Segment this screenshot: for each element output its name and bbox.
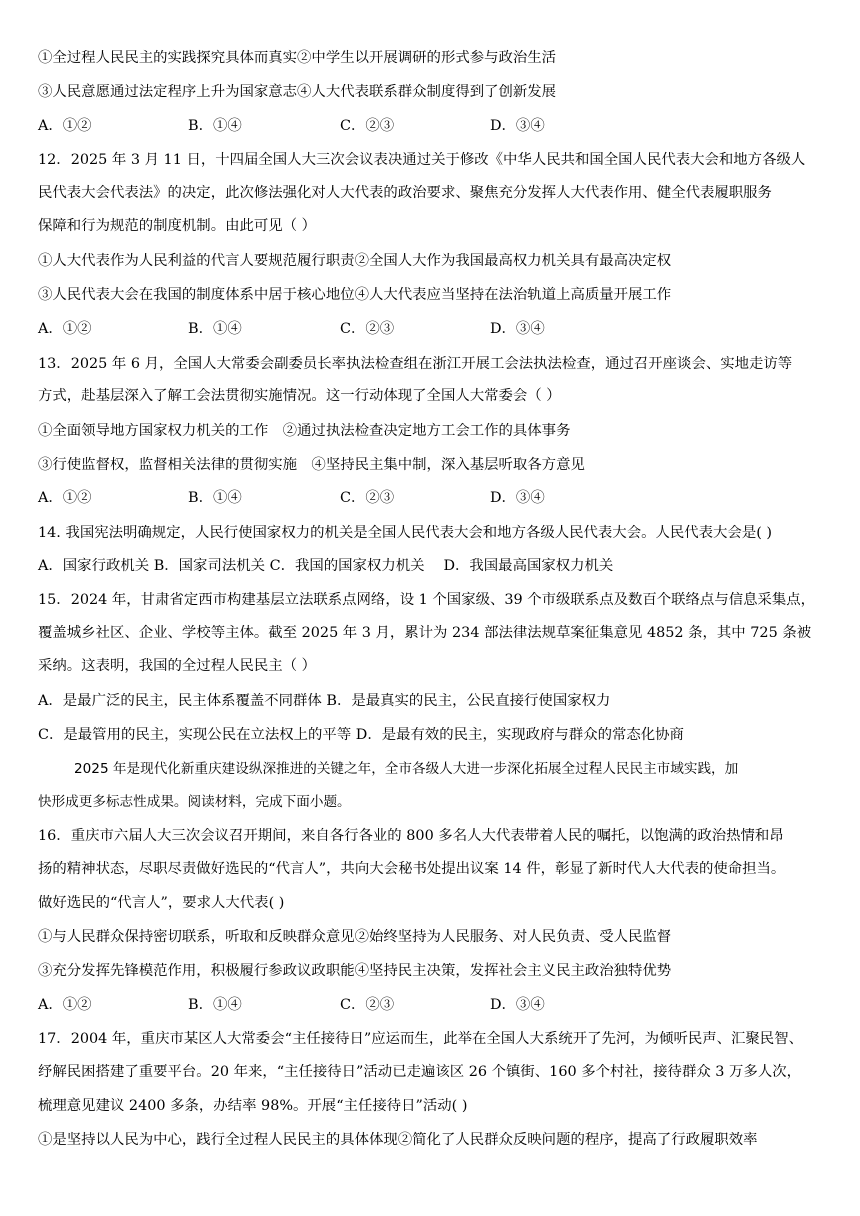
q17-stem-line-3: 梳理意见建议 2400 多条，办结率 98%。开展“主任接待日”活动( ): [38, 1098, 468, 1114]
q11-option-a: A．①②: [38, 118, 92, 134]
q16-option-c: C．②③: [340, 997, 395, 1013]
q14-stem: 14. 我国宪法明确规定，人民行使国家权力的机关是全国人民代表大会和地方各级人民代表大会。人民代表大会是( ): [38, 525, 773, 541]
q13-stem-line-2: 方式，赴基层深入了解工会法贯彻实施情况。这一行动体现了全国人大常委会（ ）: [38, 388, 561, 404]
q13-statement-1: ①全面领导地方国家权力机关的工作 ②通过执法检查决定地方工会工作的具体事务: [38, 423, 571, 439]
q16-stem-line-3: 做好选民的“代言人”，要求人大代表( ): [38, 895, 285, 911]
q13-option-a: A．①②: [38, 490, 92, 506]
q16-option-b: B．①④: [188, 997, 242, 1013]
q11-option-d: D．③④: [490, 118, 545, 134]
q15-options-ab: A．是最广泛的民主，民主体系覆盖不同群体 B．是最真实的民主，公民直接行使国家权力: [38, 693, 611, 709]
q11-statement-2: ③人民意愿通过法定程序上升为国家意志④人大代表联系群众制度得到了创新发展: [38, 84, 557, 100]
q12-stem-line-1: 12．2025 年 3 月 11 日，十四届全国人大三次会议表决通过关于修改《中华人民共和国全国人民代表大会和地方各级人: [38, 152, 806, 168]
q17-stem-line-1: 17．2004 年，重庆市某区人大常委会“主任接待日”应运而生，此举在全国人大系统开了先河，为倾听民声、汇聚民智、: [38, 1031, 803, 1047]
q16-statement-2: ③充分发挥先锋模范作用，积极履行参政议政职能④坚持民主决策，发挥社会主义民主政治独特优势: [38, 963, 672, 979]
q16-option-a: A．①②: [38, 997, 92, 1013]
q12-statement-1: ①人大代表作为人民利益的代言人要规范履行职责②全国人大作为我国最高权力机关具有最高决定权: [38, 253, 672, 269]
q15-stem-line-2: 覆盖城乡社区、企业、学校等主体。截至 2025 年 3 月，累计为 234 部法律法规草案征集意见 4852 条，其中 725 条被: [38, 625, 812, 641]
q12-option-a: A．①②: [38, 321, 92, 337]
q16-stem-line-1: 16．重庆市六届人大三次会议召开期间，来自各行各业的 800 多名人大代表带着人民的嘱托，以饱满的政治热情和昂: [38, 828, 784, 844]
q11-statement-1: ①全过程人民民主的实践探究具体而真实②中学生以开展调研的形式参与政治生活: [38, 50, 557, 66]
q12-stem-line-2: 民代表大会代表法》的决定，此次修法强化对人大代表的政治要求、聚焦充分发挥人大代表作用、健全代表履职服务: [38, 185, 772, 201]
q13-stem-line-1: 13．2025 年 6 月，全国人大常委会副委员长率执法检查组在浙江开展工会法执法检查，通过召开座谈会、实地走访等: [38, 356, 793, 372]
q13-option-c: C．②③: [340, 490, 395, 506]
q17-stem-line-2: 纾解民困搭建了重要平台。20 年来，“主任接待日”活动已走遍该区 26 个镇街、160 多个村社，接待群众 3 万多人次，: [38, 1064, 801, 1080]
q12-option-d: D．③④: [490, 321, 545, 337]
q16-stem-line-2: 扬的精神状态，尽职尽责做好选民的“代言人”，共向大会秘书处提出议案 14 件，彰显了新时代人大代表的使命担当。: [38, 861, 786, 877]
q13-option-b: B．①④: [188, 490, 242, 506]
q13-statement-2: ③行使监督权，监督相关法律的贯彻实施 ④坚持民主集中制，深入基层听取各方意见: [38, 457, 585, 473]
material-intro-line-2: 快形成更多标志性成果。阅读材料，完成下面小题。: [38, 794, 351, 810]
q12-statement-2: ③人民代表大会在我国的制度体系中居于核心地位④人大代表应当坚持在法治轨道上高质量开展工作: [38, 287, 672, 303]
q16-statement-1: ①与人民群众保持密切联系，听取和反映群众意见②始终坚持为人民服务、对人民负责、受人民监督: [38, 929, 672, 945]
q15-stem-line-1: 15．2024 年，甘肃省定西市构建基层立法联系点网络，设 1 个国家级、39 个市级联系点及数百个联络点与信息采集点，: [38, 592, 816, 608]
q16-option-d: D．③④: [490, 997, 545, 1013]
q13-option-d: D．③④: [490, 490, 545, 506]
q12-option-b: B．①④: [188, 321, 242, 337]
q11-option-b: B．①④: [188, 118, 242, 134]
q12-option-c: C．②③: [340, 321, 395, 337]
q12-stem-line-3: 保障和行为规范的制度机制。由此可见（ ）: [38, 218, 316, 234]
material-intro-line-1: 2025 年是现代化新重庆建设纵深推进的关键之年，全市各级人大进一步深化拓展全过程人民民主市域实践，加: [74, 761, 739, 777]
q11-option-c: C．②③: [340, 118, 395, 134]
q15-stem-line-3: 采纳。这表明，我国的全过程人民民主（ ）: [38, 658, 316, 674]
q14-options: A．国家行政机关 B．国家司法机关 C．我国的国家权力机关 D．我国最高国家权力机关: [38, 558, 614, 574]
q17-statement-1: ①是坚持以人民为中心，践行全过程人民民主的具体体现②简化了人民群众反映问题的程序，提高了行政履职效率: [38, 1132, 758, 1148]
q15-options-cd: C．是最管用的民主，实现公民在立法权上的平等 D．是最有效的民主，实现政府与群众的常态化协商: [38, 727, 684, 743]
